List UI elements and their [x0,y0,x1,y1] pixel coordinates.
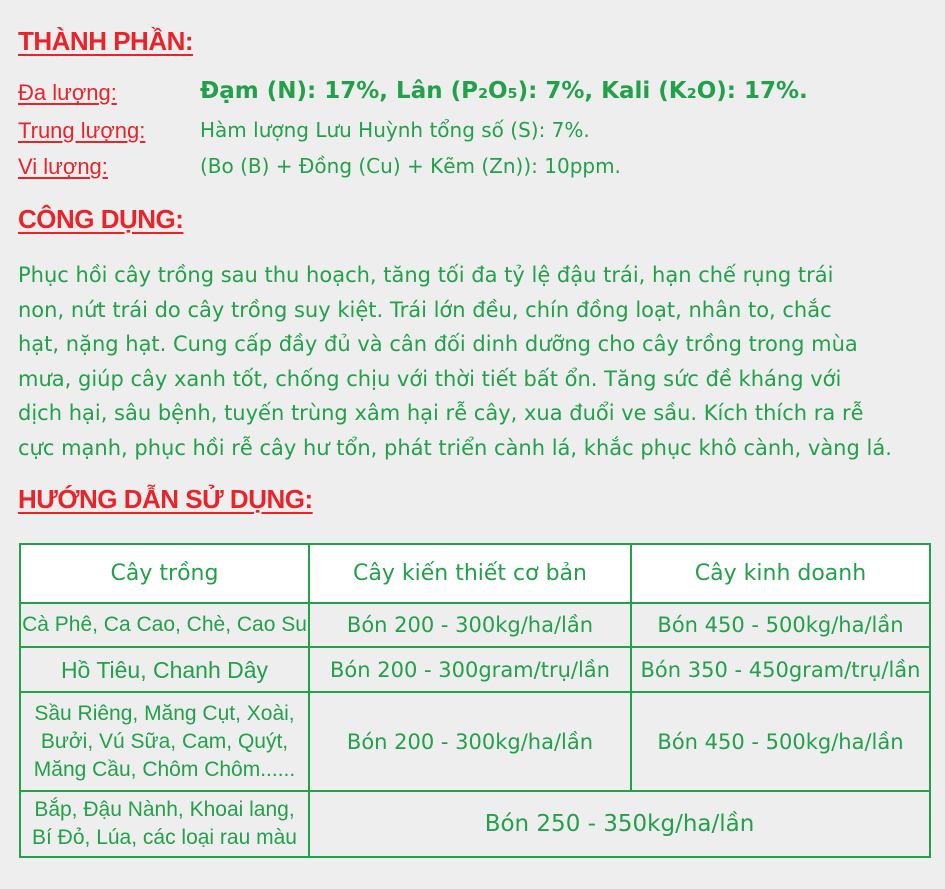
basic-dose-cell: Bón 200 - 300gram/trụ/lần [309,647,631,692]
usage-heading: CÔNG DỤNG: [18,204,184,234]
micro-label: Vi lượng: [18,154,108,179]
table-row [20,603,930,647]
usage-line: dịch hại, sâu bệnh, tuyến trùng xâm hại rễ cây, xua đuổi ve sầu. Kích thích ra rễ [18,401,864,425]
business-dose-cell: Bón 350 - 450gram/trụ/lần [631,647,930,692]
macro-label: Đa lượng: [18,80,117,105]
composition-heading: THÀNH PHẦN: [18,26,194,56]
crop-cell [20,692,309,791]
usage-line: mưa, giúp cây xanh tốt, chống chịu với thời tiết bất ổn. Tăng sức đề kháng với [18,366,842,391]
crop-line: Hồ Tiêu, Chanh Dây [60,656,269,683]
guide-heading: HƯỚNG DẪN SỬ DỤNG: [18,484,313,514]
secondary-value: Hàm lượng Lưu Huỳnh tổng số (S): 7%. [200,118,590,142]
basic-dose-cell: Bón 200 - 300kg/ha/lần [309,603,631,647]
secondary-label: Trung lượng: [18,118,146,143]
usage-line: non, nứt trái do cây trồng suy kiệt. Trái lớn đều, chín đồng loạt, nhân to, chắc [18,297,832,322]
table-row [20,791,930,857]
table-row [20,647,930,692]
dosage-table [19,543,931,858]
crop-cell [20,791,309,857]
micro-value: (Bo (B) + Đồng (Cu) + Kẽm (Zn)): 10ppm. [200,154,621,178]
crop-line: Măng Cầu, Chôm Chôm...... [33,757,296,781]
crop-cell [20,603,309,647]
header-business: Cây kinh doanh [631,544,930,603]
macro-value: Đạm (N): 17%, Lân (P₂O₅): 7%, Kali (K₂O): 17%. [200,78,808,104]
usage-line: cực mạnh, phục hồi rễ cây hư tổn, phát triển cành lá, khắc phục khô cành, vàng lá. [18,435,892,460]
crop-line: Bí Đỏ, Lúa, các loại rau màu [32,826,297,849]
header-crop: Cây trồng [20,544,309,603]
combined-dose-cell: Bón 250 - 350kg/ha/lần [309,791,930,857]
crop-line: Cà Phê, Ca Cao, Chè, Cao Su [22,613,307,636]
table-header-row [20,544,930,603]
crop-line: Bưởi, Vú Sữa, Cam, Quýt, [40,729,289,753]
basic-dose-cell: Bón 200 - 300kg/ha/lần [309,692,631,791]
business-dose-cell: Bón 450 - 500kg/ha/lần [631,603,930,647]
crop-line: Bắp, Đậu Nành, Khoai lang, [34,798,295,821]
header-basic: Cây kiến thiết cơ bản [309,544,631,603]
crop-line: Sầu Riêng, Măng Cụt, Xoài, [34,701,295,725]
business-dose-cell: Bón 450 - 500kg/ha/lần [631,692,930,791]
usage-line: Phục hồi cây trồng sau thu hoạch, tăng tối đa tỷ lệ đậu trái, hạn chế rụng trái [18,263,834,287]
table-row [20,692,930,791]
usage-line: hạt, nặng hạt. Cung cấp đầy đủ và cân đối dinh dưỡng cho cây trồng trong mùa [18,332,858,356]
usage-paragraph [18,258,940,465]
crop-cell [20,647,309,692]
